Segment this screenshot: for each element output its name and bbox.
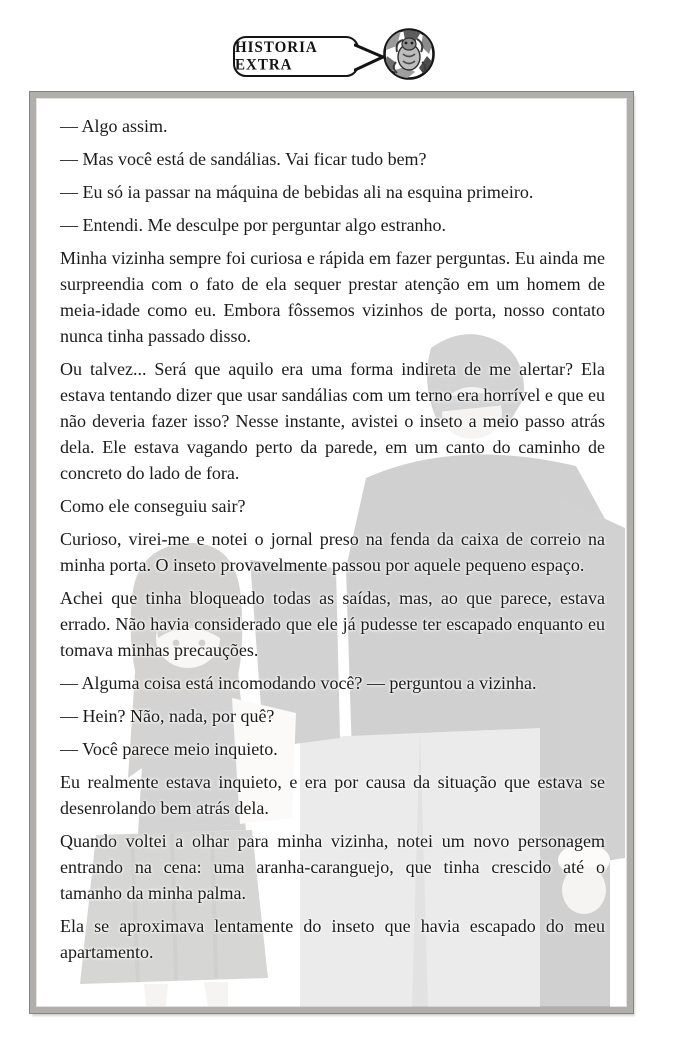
- story-frame: [30, 92, 633, 1013]
- paragraph: — Mas você está de sandálias. Vai ficar tudo bem?: [60, 149, 427, 169]
- paragraph: Ela se aproximava lentamente do inseto que havia escapado do meu apartamento.: [60, 916, 605, 962]
- header: [0, 0, 700, 92]
- story-text: [36, 98, 627, 1007]
- paragraph: Como ele conseguiu sair?: [60, 496, 246, 516]
- paragraph: Eu realmente estava inquieto, e era por causa da situação que estava se desenrolando bem atrás dela.: [60, 772, 605, 818]
- paragraph: — Algo assim.: [60, 116, 168, 136]
- paragraph: — Alguma coisa está incomodando você? — perguntou a vizinha.: [60, 673, 537, 693]
- paragraph: Ou talvez... Será que aquilo era uma forma indireta de me alertar? Ela estava tentando dizer que usar sandálias com um terno era horrível e que eu não deveria fazer isso? Nesse instante, avistei o inseto a meio passo atrás dela. Ele estava vagando perto da parede, em um canto do caminho de concreto do lado de fora.: [60, 359, 605, 483]
- paragraph: Quando voltei a olhar para minha vizinha, notei um novo personagem entrando na cena: uma aranha-caranguejo, que tinha crescido até o tamanho da minha palma.: [60, 831, 605, 903]
- bubble-tail: [354, 41, 390, 75]
- title-bubble: [233, 36, 359, 77]
- paragraph: — Você parece meio inquieto.: [60, 739, 278, 759]
- paragraph: Achei que tinha bloqueado todas as saídas, mas, ao que parece, estava errado. Não havia considerado que ele já pudesse ter escapado enquanto eu tomava minhas precauções.: [60, 588, 605, 660]
- paragraph: — Eu só ia passar na máquina de bebidas ali na esquina primeiro.: [60, 182, 534, 202]
- paragraph: Curioso, virei-me e notei o jornal preso na fenda da caixa de correio na minha porta. O inseto provavelmente passou por aquele pequeno espaço.: [60, 529, 605, 575]
- paragraph: Minha vizinha sempre foi curiosa e rápida em fazer perguntas. Eu ainda me surpreendia com o fato de ela sequer prestar atenção em um homem de meia-idade como eu. Embora fôssemos vizinhos de porta, nosso contato nunca tinha passado disso.: [60, 248, 605, 346]
- story-title: HISTORIA EXTRA: [235, 38, 317, 74]
- paragraph: — Entendi. Me desculpe por perguntar algo estranho.: [60, 215, 447, 235]
- paragraph: — Hein? Não, nada, por quê?: [60, 706, 275, 726]
